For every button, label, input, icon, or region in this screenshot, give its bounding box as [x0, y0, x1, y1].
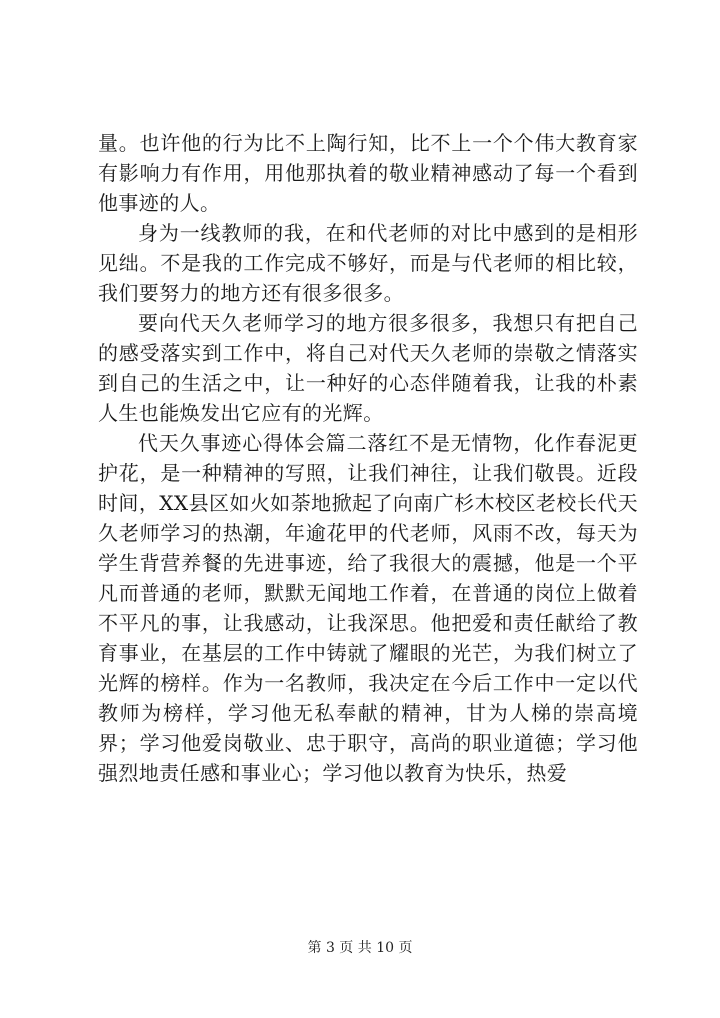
document-body — [98, 128, 638, 788]
paragraph-4: 代天久事迹心得体会篇二落红不是无情物，化作春泥更护花，是一种精神的写照，让我们神往，让我们敬畏。近段时间，XX县区如火如荼地掀起了向南广杉木校区老校长代天久老师学习的热潮，年逾花甲的代老师，风雨不改，每天为学生背营养餐的先进事迹，给了我很大的震撼，他是一个平凡而普通的老师，默默无闻地工作着，在普通的岗位上做着不平凡的事，让我感动，让我深思。他把爱和责任献给了教育事业，在基层的工作中铸就了耀眼的光芒，为我们树立了光辉的榜样。作为一名教师，我决定在今后工作中一定以代教师为榜样，学习他无私奉献的精神，甘为人梯的崇高境界；学习他爱岗敬业、忠于职守，高尚的职业道德；学习他强烈地责任感和事业心；学习他以教育为快乐，热爱 — [98, 431, 638, 785]
paragraph-3: 要向代天久老师学习的地方很多很多，我想只有把自己的感受落实到工作中，将自己对代天久老师的崇敬之情落实到自己的生活之中，让一种好的心态伴随着我，让我的朴素人生也能焕发出它应有的光辉。 — [98, 311, 638, 425]
page-number-footer: 第 3 页 共 10 页 — [307, 940, 413, 956]
paragraph-2: 身为一线教师的我，在和代老师的对比中感到的是相形见绌。不是我的工作完成不够好，而是与代老师的相比较，我们要努力的地方还有很多很多。 — [98, 221, 638, 305]
paragraph-1: 量。也许他的行为比不上陶行知，比不上一个个伟大教育家有影响力有作用，用他那执着的敬业精神感动了每一个看到他事迹的人。 — [98, 131, 638, 215]
